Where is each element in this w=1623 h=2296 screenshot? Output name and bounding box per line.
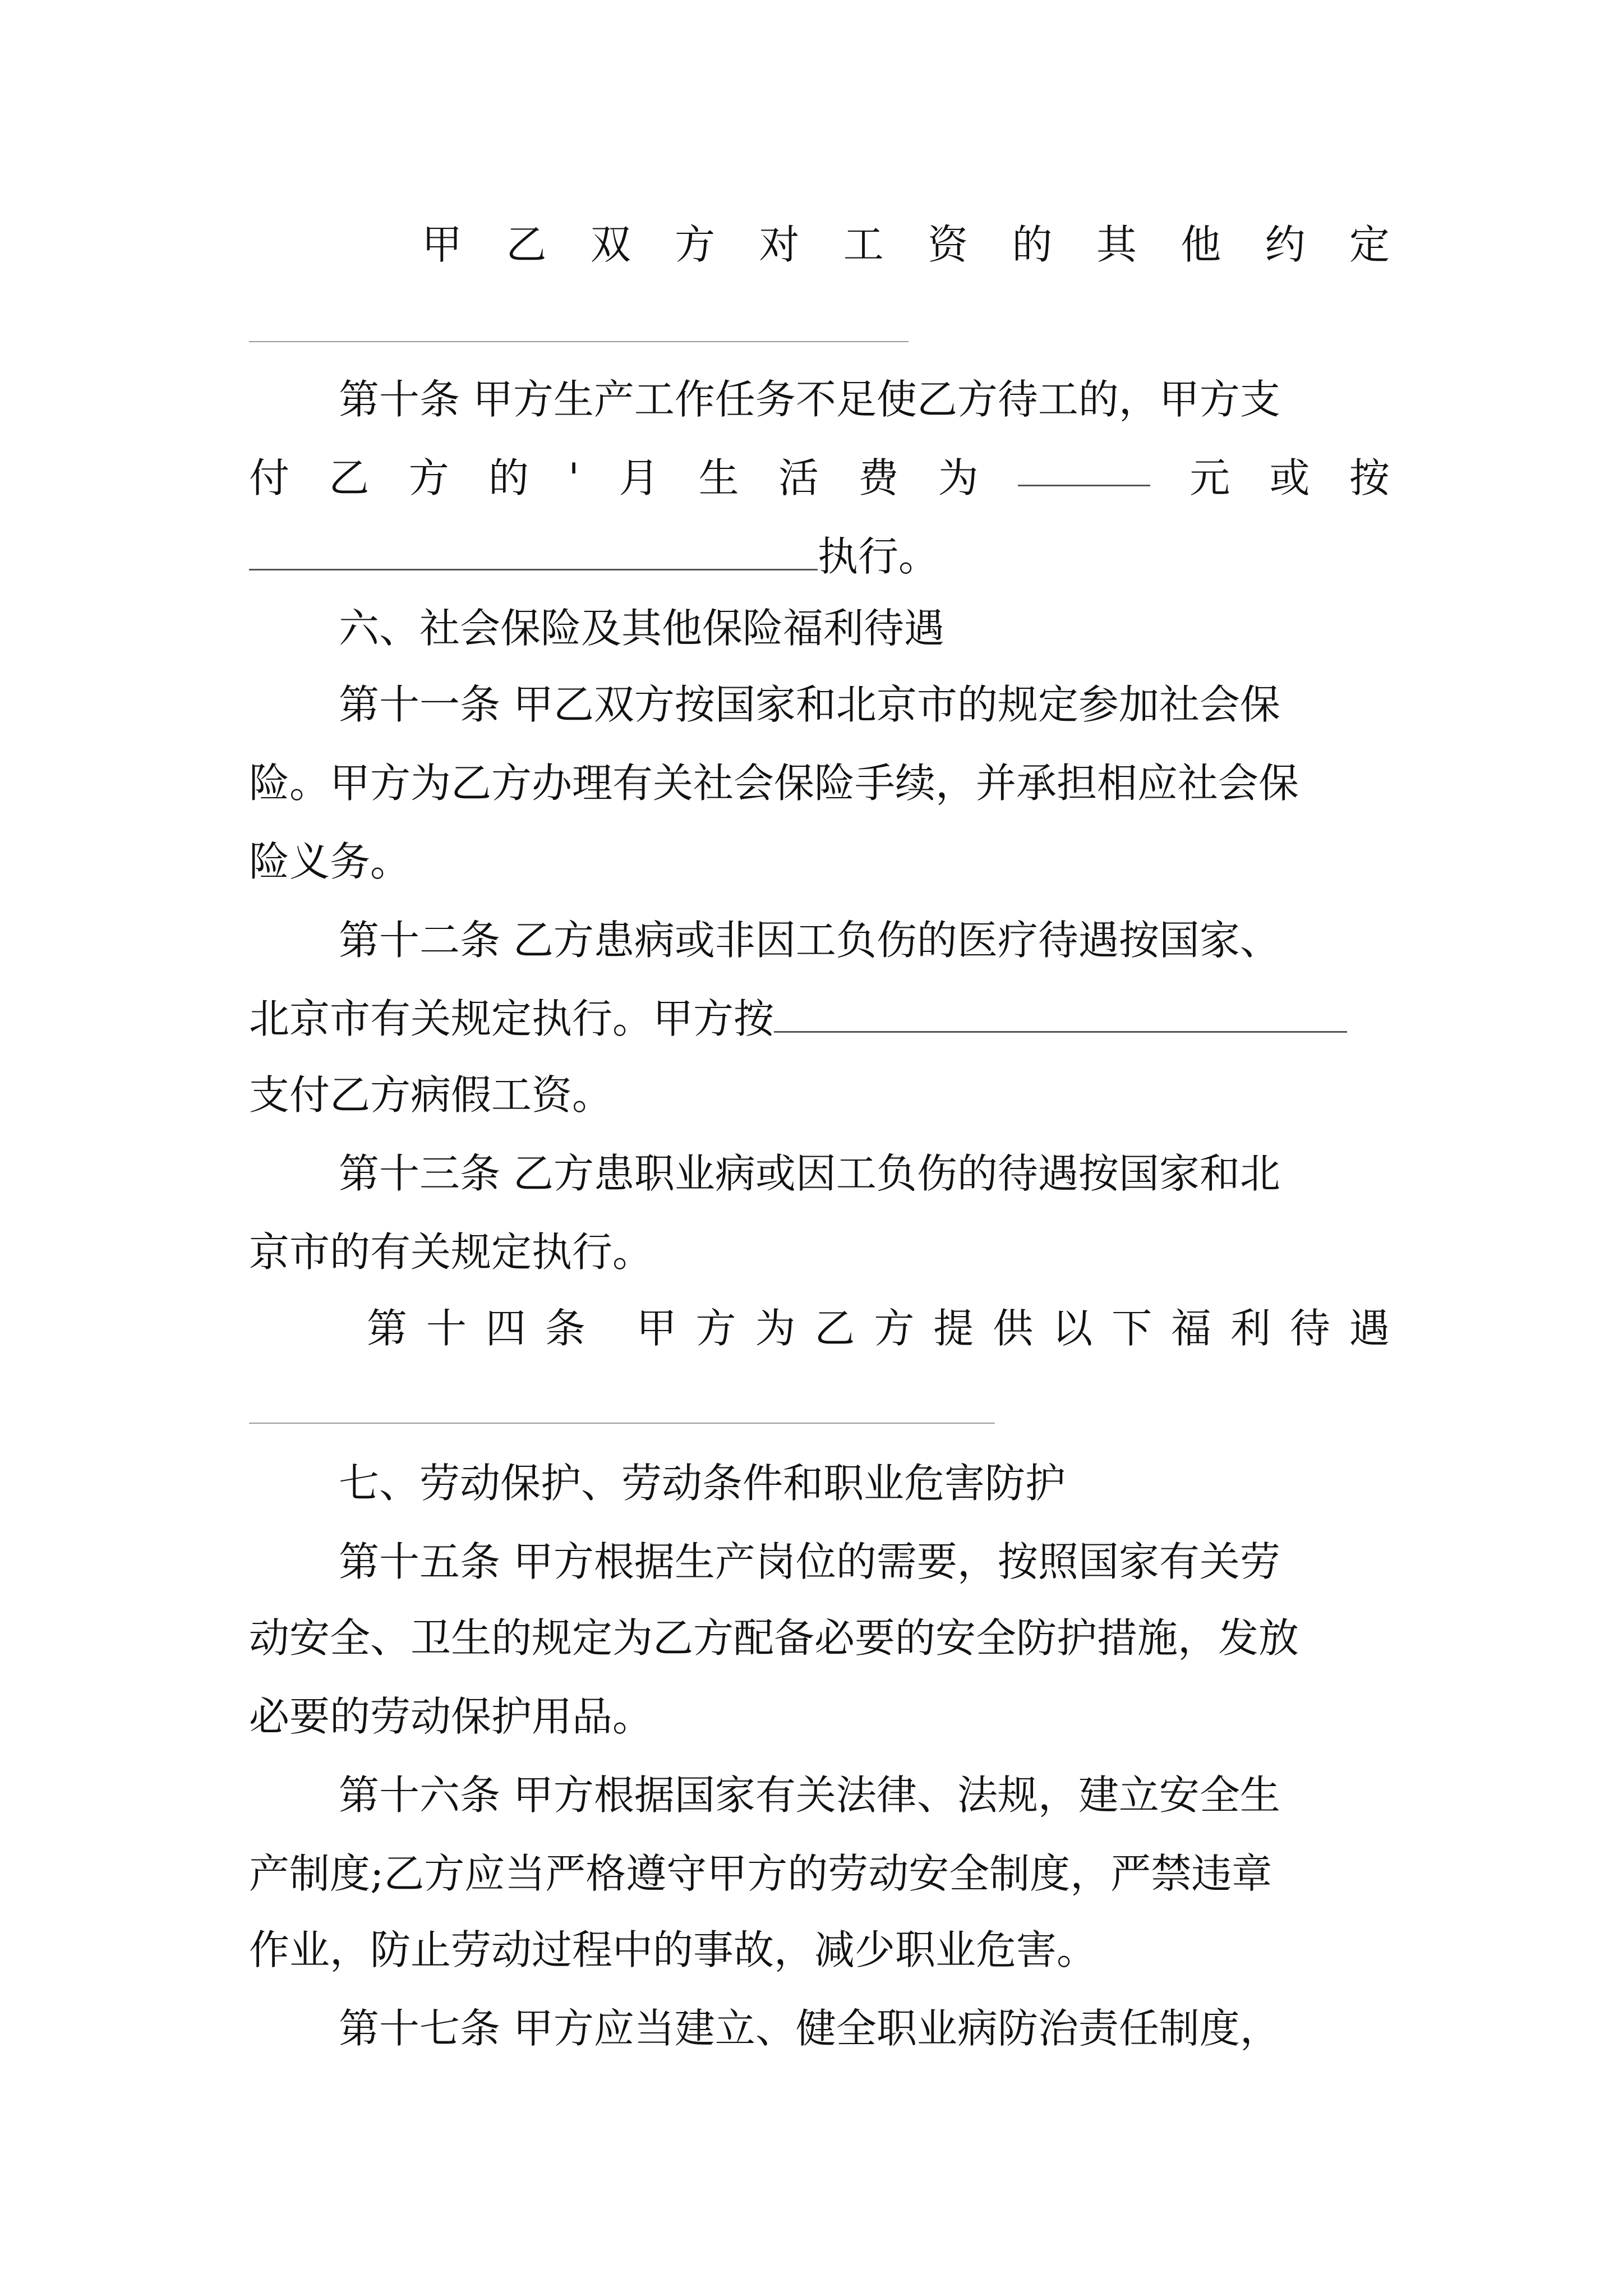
char: 的 xyxy=(488,454,529,501)
char: 他 xyxy=(1181,221,1221,268)
clause-12-line-2 xyxy=(249,992,1390,1046)
clause-15-line-3: 必要的劳动保护用品。 xyxy=(249,1693,653,1740)
section-6-heading: 六、社会保险及其他保险福利待遇 xyxy=(339,605,945,652)
clause-15-line-1: 第十五条 甲方根据生产岗位的需要，按照国家有关劳 xyxy=(339,1538,1280,1585)
clause-16-line-2: 产制度;乙方应当严格遵守甲方的劳动安全制度，严禁违章 xyxy=(249,1850,1272,1897)
char: 对 xyxy=(759,221,800,268)
clause-16-line-1: 第十六条 甲方根据国家有关法律、法规，建立安全生 xyxy=(339,1772,1280,1819)
clause-13-line-2: 京市的有关规定执行。 xyxy=(249,1228,653,1276)
char: 条 xyxy=(545,1305,585,1352)
blank-field xyxy=(774,997,1347,1033)
char: 提 xyxy=(933,1305,974,1352)
fill-in-rule xyxy=(249,1423,995,1424)
char: 待 xyxy=(1289,1305,1330,1352)
char: 其 xyxy=(1096,221,1137,268)
clause-12-text: 北京市有关规定执行。甲方按 xyxy=(249,995,774,1042)
blank-field xyxy=(249,535,818,570)
clause-17-line-1: 第十七条 甲方应当建立、健全职业病防治责任制度， xyxy=(339,2005,1280,2052)
char: 福 xyxy=(1171,1305,1212,1352)
char: 或 xyxy=(1269,454,1310,501)
clause-13-line-1: 第十三条 乙方患职业病或因工负伤的待遇按国家和北 xyxy=(339,1150,1280,1197)
char: 工 xyxy=(843,221,884,268)
clause-10-line-3 xyxy=(249,530,1390,583)
char: 方 xyxy=(408,454,449,501)
clause-11-line-2: 险。甲方为乙方办理有关社会保险手续，并承担相应社会保 xyxy=(249,760,1299,807)
clause-11-line-3: 险义务。 xyxy=(249,838,411,885)
char: 乙 xyxy=(506,221,547,268)
char: 的 xyxy=(1012,221,1053,268)
char xyxy=(605,1301,617,1355)
char: 乙 xyxy=(329,454,370,501)
char: 月 xyxy=(619,454,660,501)
clause-12-line-1: 第十二条 乙方患病或非因工负伤的医疗待遇按国家、 xyxy=(339,917,1280,964)
clause-15-line-2: 动安全、卫生的规定为乙方配备必要的安全防护措施，发放 xyxy=(249,1614,1299,1662)
char: 十 xyxy=(426,1305,467,1352)
char: 以 xyxy=(1052,1305,1093,1352)
char: 下 xyxy=(1112,1305,1152,1352)
clause-10-line-2 xyxy=(249,451,1390,505)
char: 为 xyxy=(755,1305,796,1352)
clause-line-1 xyxy=(422,218,1390,272)
char: 双 xyxy=(590,221,631,268)
char: 按 xyxy=(1349,454,1390,501)
char: 元 xyxy=(1189,454,1230,501)
char: 生 xyxy=(698,454,739,501)
char: 利 xyxy=(1230,1305,1271,1352)
char: 资 xyxy=(928,221,969,268)
char: 费 xyxy=(858,454,899,501)
blank-field xyxy=(1018,451,1150,486)
char: 方 xyxy=(675,221,716,268)
clause-12-line-3: 支付乙方病假工资。 xyxy=(249,1071,613,1119)
char: 四 xyxy=(485,1305,526,1352)
char: 甲 xyxy=(636,1305,677,1352)
char: 为 xyxy=(938,454,979,501)
char: 供 xyxy=(993,1305,1034,1352)
char: 甲 xyxy=(422,221,463,268)
clause-10-end: 执行。 xyxy=(818,533,939,580)
fill-in-rule xyxy=(249,341,909,342)
char: ' xyxy=(568,454,580,501)
clause-11-line-1: 第十一条 甲乙双方按国家和北京市的规定参加社会保 xyxy=(339,681,1280,728)
char: 方 xyxy=(874,1305,915,1352)
char: 定 xyxy=(1349,221,1390,268)
char: 第 xyxy=(367,1305,408,1352)
clause-16-line-3: 作业，防止劳动过程中的事故，减少职业危害。 xyxy=(249,1926,1098,1973)
section-7-heading: 七、劳动保护、劳动条件和职业危害防护 xyxy=(339,1460,1066,1507)
char: 活 xyxy=(778,454,819,501)
char: 付 xyxy=(249,454,290,501)
char: 遇 xyxy=(1349,1305,1390,1352)
clause-10-line-1: 第十条 甲方生产工作任务不足使乙方待工的，甲方支 xyxy=(339,376,1280,423)
char: 方 xyxy=(695,1305,736,1352)
clause-14-line-1 xyxy=(367,1301,1390,1355)
char: 约 xyxy=(1265,221,1306,268)
char: 乙 xyxy=(814,1305,855,1352)
